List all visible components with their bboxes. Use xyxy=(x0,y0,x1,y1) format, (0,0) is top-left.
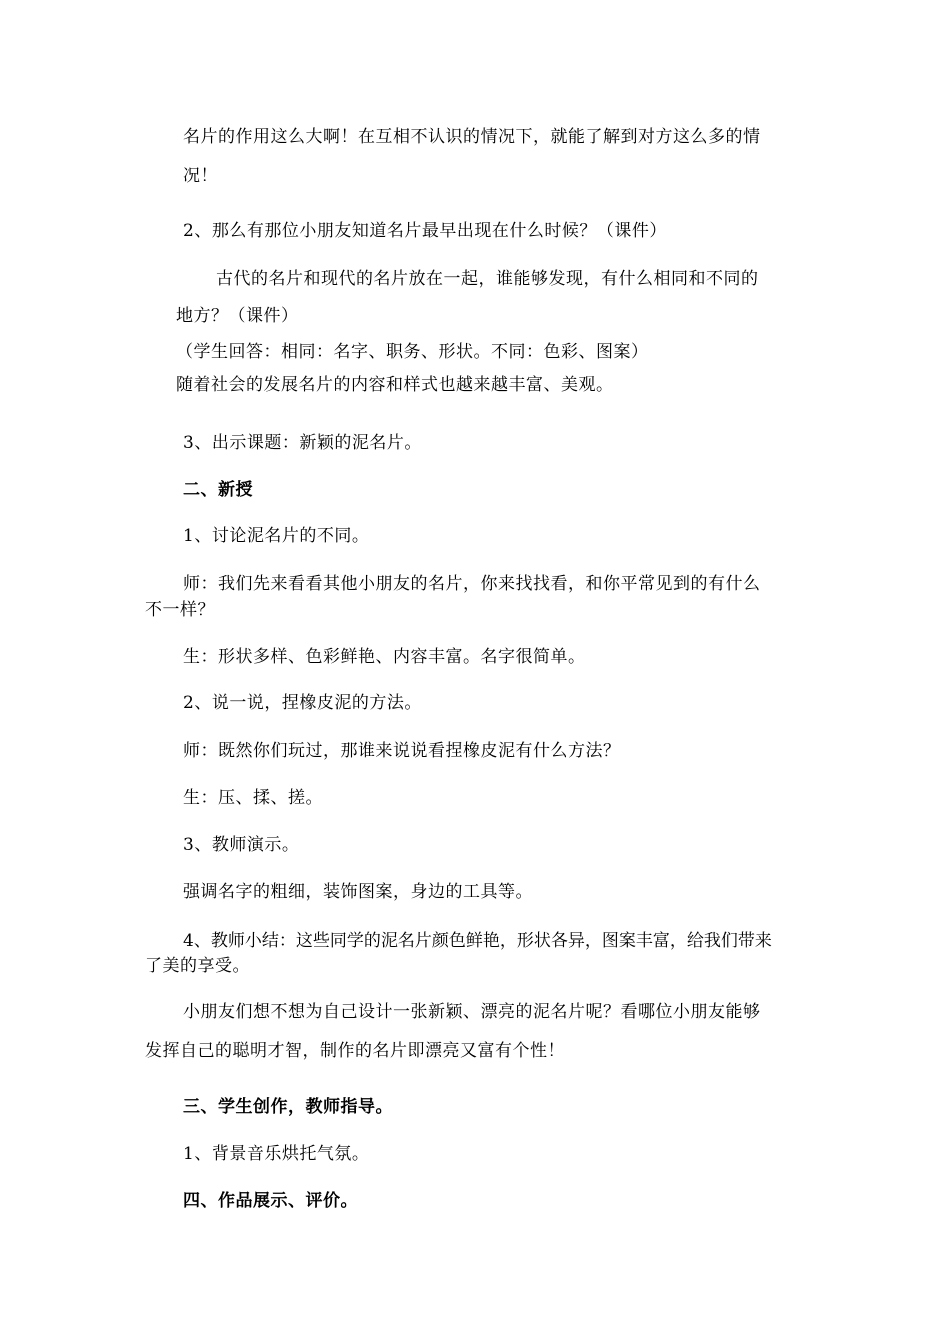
paragraph-line: 不一样？ xyxy=(145,600,215,620)
section-heading: 三、学生创作，教师指导。 xyxy=(183,1097,393,1117)
paragraph-line: 了美的享受。 xyxy=(145,956,250,976)
paragraph-line: 1、讨论泥名片的不同。 xyxy=(183,526,370,546)
paragraph-line: 3、出示课题：新颖的泥名片。 xyxy=(183,433,422,453)
paragraph-line: 名片的作用这么大啊！在互相不认识的情况下，就能了解到对方这么多的情 xyxy=(183,127,761,147)
section-heading: 二、新授 xyxy=(183,480,253,500)
paragraph-line: 2、那么有那位小朋友知道名片最早出现在什么时候？（课件） xyxy=(183,221,667,241)
paragraph-line: 随着社会的发展名片的内容和样式也越来越丰富、美观。 xyxy=(176,375,614,395)
paragraph-line: 1、背景音乐烘托气氛。 xyxy=(183,1144,370,1164)
paragraph-line: 4、教师小结：这些同学的泥名片颜色鲜艳，形状各异，图案丰富，给我们带来 xyxy=(183,931,772,951)
paragraph-line: 3、教师演示。 xyxy=(183,835,300,855)
paragraph-line: 小朋友们想不想为自己设计一张新颖、漂亮的泥名片呢？看哪位小朋友能够 xyxy=(183,1002,761,1022)
paragraph-line: 况！ xyxy=(183,166,218,186)
section-heading: 四、作品展示、评价。 xyxy=(183,1191,358,1211)
paragraph-line: 强调名字的粗细，装饰图案，身边的工具等。 xyxy=(183,882,533,902)
paragraph-line: 师：既然你们玩过，那谁来说说看捏橡皮泥有什么方法？ xyxy=(183,741,621,761)
paragraph-line: 师：我们先来看看其他小朋友的名片，你来找找看，和你平常见到的有什么 xyxy=(183,574,761,594)
paragraph-line: （学生回答：相同：名字、职务、形状。不同：色彩、图案） xyxy=(176,342,649,362)
paragraph-line: 2、说一说，捏橡皮泥的方法。 xyxy=(183,693,422,713)
paragraph-line: 发挥自己的聪明才智，制作的名片即漂亮又富有个性！ xyxy=(145,1041,565,1061)
paragraph-line: 地方？（课件） xyxy=(176,306,299,326)
paragraph-line: 古代的名片和现代的名片放在一起，谁能够发现，有什么相同和不同的 xyxy=(216,269,759,289)
paragraph-line: 生：形状多样、色彩鲜艳、内容丰富。名字很简单。 xyxy=(183,647,586,667)
paragraph-line: 生：压、揉、搓。 xyxy=(183,788,323,808)
